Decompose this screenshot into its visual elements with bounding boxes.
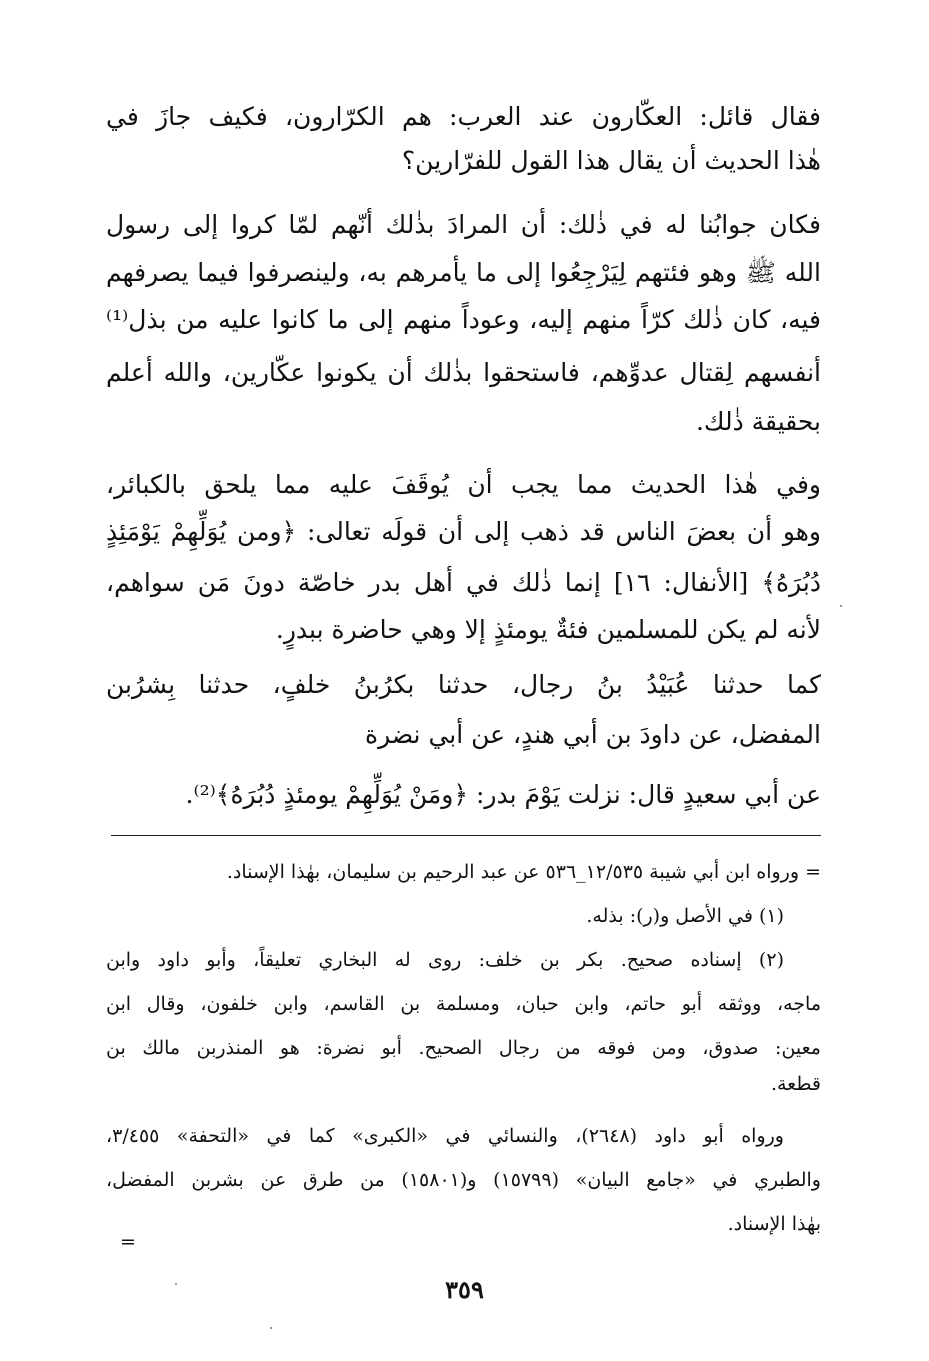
footnote-separator [111, 835, 821, 836]
footnote-2-line: قطعة. [770, 1073, 821, 1095]
footnote-2b-line: ورواه أبو داود (٢٦٤٨)، والنسائي في «الكبرى» كما في «التحفة» ٣/٤٥٥، [106, 1125, 784, 1147]
continues-mark: = [120, 1231, 136, 1253]
body-line: هٰذا الحديث أن يقال هذا القول للفرّارين؟ [401, 146, 821, 175]
scan-speck [175, 1283, 177, 1285]
body-line: وهو أن بعضَ الناس قد ذهب إلى أن قولَه تعالى: ﴿ومن يُوَلِّهِمْ يَوْمَئِذٍ [106, 517, 821, 546]
body-line: الله ﷺ وهو فئتهم لِيَرْجِعُوا إلى ما يأمرهم به، ولينصرفوا فيما يصرفهم [106, 258, 821, 287]
body-line: دُبُرَهُ﴾ [الأنفال: ١٦] إنما ذٰلك في أهل بدر خاصّة دونَ مَن سواهم، [106, 568, 821, 597]
footnote-2-line: ماجه، ووثقه أبو حاتم، وابن حبان، ومسلمة بن القاسم، وابن خلفون، وقال ابن [106, 993, 821, 1015]
body-line: كما حدثنا عُبَيْدُ بنُ رجال، حدثنا بكرُبنُ خلفٍ، حدثنا بِشرُبن [106, 670, 821, 699]
page-number: ٣٥٩ [445, 1275, 484, 1304]
footnote-2b-line: والطبري في «جامع البيان» (١٥٧٩٩) و(١٥٨٠١) من طرق عن بشربن المفضل، [106, 1169, 821, 1191]
body-line: فكان جوابُنا له في ذٰلك: أن المرادَ بذٰلك أنّهم لمّا كروا إلى رسول [106, 210, 821, 239]
body-line: أنفسهم لِقتال عدوِّهم، فاستحقوا بذٰلك أن يكونوا عكّارين، والله أعلم [106, 358, 821, 387]
scan-speck [840, 605, 842, 607]
scan-speck [270, 1327, 272, 1329]
body-line: المفضل، عن داودَ بن أبي هندٍ، عن أبي نضرة [364, 720, 821, 749]
footnote-2b-line: بهٰذا الإسناد. [727, 1213, 821, 1235]
body-line: فيه، كان ذٰلك كرّاً منهم إليه، وعوداً منهم إلى ما كانوا عليه من بذل⁽¹⁾ [106, 305, 821, 334]
footnote-continuation: = ورواه ابن أبي شيبة ١٢/٥٣٥_٥٣٦ عن عبد الرحيم بن سليمان، بهٰذا الإسناد. [226, 861, 821, 883]
body-line: لأنه لم يكن للمسلمين فئةٌ يومئذٍ إلا وهي حاضرة ببدرٍ. [275, 615, 821, 644]
footnote-2-line: معين: صدوق، ومن فوقه من رجال الصحيح. أبو نضرة: هو المنذربن مالك بن [106, 1037, 821, 1059]
footnote-2-line: (٢) إسناده صحيح. بكر بن خلف: روى له البخاري تعليقاً، وأبو داود وابن [106, 949, 784, 971]
body-line: عن أبي سعيدٍ قال: نزلت يَوْمَ بدر: ﴿ومَنْ يُوَلِّهِمْ يومئذٍ دُبُرَهُ﴾⁽²⁾. [185, 780, 821, 809]
body-line: بحقيقة ذٰلك. [695, 407, 821, 436]
body-line: وفي هٰذا الحديث مما يجب أن يُوقَفَ عليه مما يلحق بالكبائر، [106, 470, 821, 499]
body-line: فقال قائل: العكّارون عند العرب: هم الكرّارون، فكيف جازَ في [106, 102, 821, 131]
footnote-1: (١) في الأصل و(ر): بذله. [586, 905, 784, 927]
